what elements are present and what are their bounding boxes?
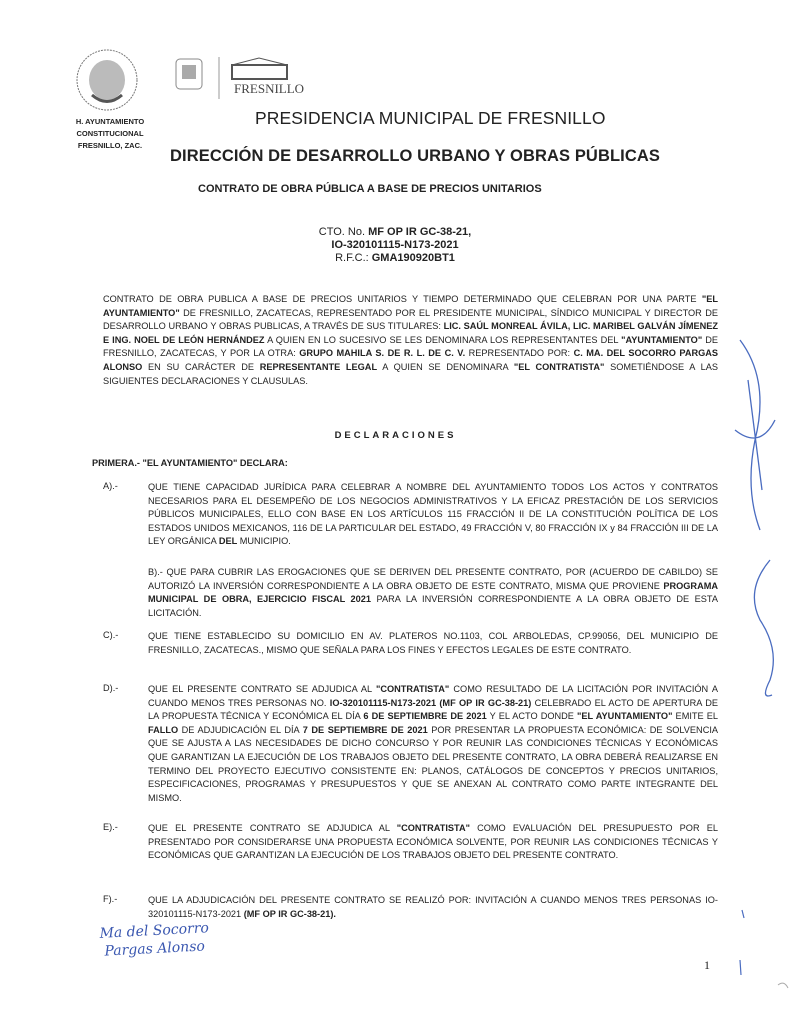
cto-number: MF OP IR GC-38-21, xyxy=(368,226,472,238)
page-number: 1 xyxy=(704,958,710,972)
text-segment: DE FRESNILLO, ZACATECAS, Y POR LA OTRA: xyxy=(103,334,718,359)
primera-heading: PRIMERA.- "EL AYUNTAMIENTO" DECLARA: xyxy=(92,458,288,468)
text-segment: EN SU CARÁCTER DE xyxy=(142,361,260,372)
text-segment: A QUIEN SE DENOMINARA xyxy=(377,361,514,372)
clause-e xyxy=(148,822,718,863)
clause-label-e: E).- xyxy=(103,822,118,832)
clause-a xyxy=(148,481,718,549)
rfc-value: GMA190920BT1 xyxy=(371,252,455,264)
document-subtitle: CONTRATO DE OBRA PÚBLICA A BASE DE PRECIOS UNITARIOS xyxy=(198,183,542,195)
bold-text-segment: PROGRAMA MUNICIPAL DE OBRA, EJERCICIO FISCAL 2021 xyxy=(148,580,718,605)
bold-text-segment: GRUPO MAHILA S. DE R. L. DE C. V. xyxy=(299,348,466,359)
text-segment: EMITE EL xyxy=(672,711,718,722)
bold-text-segment: FALLO xyxy=(148,724,179,735)
clause-label-c: C).- xyxy=(103,630,119,640)
bold-text-segment: "EL CONTRATISTA" xyxy=(513,361,605,372)
signature-line: Pargas Alonso xyxy=(104,938,206,960)
contract-ids xyxy=(300,226,490,265)
handwritten-signature-name xyxy=(99,919,210,961)
text-segment: DE FRESNILLO, ZACATECAS, REPRESENTADO POR EL PRESIDENTE MUNICIPAL, SÍNDICO MUNICIPAL Y DIRECTOR DE DESARROLLO URBANO Y OBRAS PUBLICAS, A TRAVÉS DE SUS TITULARES: xyxy=(103,307,718,332)
clause-label-f: F).- xyxy=(103,894,118,904)
clause-d xyxy=(148,683,718,805)
caption-line: CONSTITUCIONAL xyxy=(76,129,144,138)
clause-f xyxy=(148,894,718,921)
clause-label-a: A).- xyxy=(103,481,118,491)
bold-text-segment: LIC. SAÚL MONREAL ÁVILA, LIC. MARIBEL GALVÁN JÍMENEZ E ING. NOEL DE LEÓN HERNÁNDEZ xyxy=(103,321,718,345)
text-segment: COMO EVALUACIÓN DEL PRESUPUESTO POR EL PRESENTADO POR CONSIDERARSE UNA PROPUESTA ECONÓMICA SOLVENTE, POR REUNIR LAS CONDICIONES TÉCNICAS Y ECONÓMICAS QUE GARANTIZAN LA EJECUCIÓN DE LOS TRABAJOS OBJETO DEL PRESENTE CONTRATO. xyxy=(148,823,718,861)
logo-text: FRESNILLO xyxy=(234,81,305,96)
text-segment: QUE EL PRESENTE CONTRATO SE ADJUDICA AL xyxy=(148,823,397,833)
bold-text-segment: "CONTRATISTA" xyxy=(376,684,450,694)
text-segment: MUNICIPIO. xyxy=(237,536,291,547)
national-seal xyxy=(62,40,152,120)
text-segment: SOMETIÉNDOSE A LAS SIGUIENTES DECLARACIONES Y CLAUSULAS. xyxy=(103,361,719,386)
declarations-heading: DECLARACIONES xyxy=(334,430,457,441)
text-segment: QUE EL PRESENTE CONTRATO SE ADJUDICA AL xyxy=(148,684,377,694)
text-segment: COMO RESULTADO DE LA LICITACIÓN POR INVITACIÓN A CUANDO MENOS TRES PERSONAS NO. xyxy=(148,684,719,708)
bold-text-segment: IO-320101115-N173-2021 (MF OP IR GC-38-21) xyxy=(329,697,532,708)
fresnillo-logo xyxy=(172,55,312,100)
seal-caption xyxy=(55,116,165,152)
clause-label-d: D).- xyxy=(103,683,119,693)
bold-text-segment: DEL xyxy=(218,536,238,547)
text-segment: QUE LA ADJUDICACIÓN DEL PRESENTE CONTRATO SE REALIZÓ POR: INVITACIÓN A CUANDO MENOS TRES PERSONAS IO-320101115-N173-2021 xyxy=(148,895,718,919)
clause-b xyxy=(148,566,718,620)
bold-text-segment: "EL AYUNTAMIENTO" xyxy=(103,294,718,318)
text-segment: REPRESENTADO POR: xyxy=(465,348,574,359)
bold-text-segment: REPRESENTANTE LEGAL xyxy=(259,361,378,372)
bold-text-segment: 6 DE SEPTIEMBRE DE 2021 xyxy=(363,711,487,722)
bold-text-segment: (MF OP IR GC-38-21). xyxy=(243,908,336,919)
clause-c xyxy=(148,630,718,657)
text-segment: PARA LA INVERSIÓN CORRESPONDIENTE A LA OBRA OBJETO DE ESTA LICITACIÓN. xyxy=(148,594,718,618)
text-segment: CONTRATO DE OBRA PUBLICA A BASE DE PRECIOS UNITARIOS Y TIEMPO DETERMINADO QUE CELEBRAN POR UNA PARTE xyxy=(103,294,702,304)
caption-line: FRESNILLO, ZAC. xyxy=(77,141,143,150)
bold-text-segment: "AYUNTAMIENTO" xyxy=(621,334,703,345)
bold-text-segment: "CONTRATISTA" xyxy=(396,823,470,833)
io-number: IO-320101115-N173-2021 xyxy=(331,239,459,251)
caption-line: H. AYUNTAMIENTO xyxy=(75,117,145,126)
bold-text-segment: 7 DE SEPTIEMBRE DE 2021 xyxy=(302,724,428,735)
text-segment: DE ADJUDICACIÓN EL DÍA xyxy=(178,724,303,735)
signature-line: Ma del Socorro xyxy=(99,920,210,942)
bold-text-segment: C. MA. DEL SOCORRO PARGAS ALONSO xyxy=(103,348,718,372)
text-segment: B).- QUE PARA CUBRIR LAS EROGACIONES QUE SE DERIVEN DEL PRESENTE CONTRATO, POR (ACUERDO DE CABILDO) SE AUTORIZÓ LA INVERSIÓN CORRESPONDIENTE A LA OBRA OBJETO DE ESTE CONTRATO, MISMA QUE PROVIENE xyxy=(148,567,718,591)
intro-paragraph xyxy=(103,293,718,388)
text-segment: A QUIEN EN LO SUCESIVO SE LES DENOMINARA LOS REPRESENTANTES DEL xyxy=(264,334,622,345)
text-segment: QUE TIENE CAPACIDAD JURÍDICA PARA CELEBRAR A NOMBRE DEL AYUNTAMIENTO TODOS LOS ACTOS Y CONTRATOS NECESARIOS PARA EL DESEMPEÑO DE LOS NEGOCIOS ADMINISTRATIVOS Y LA EFICAZ PRESTACIÓN DE LOS SERVICIOS PÚBLICOS MUNICIPALES, ELLO CON BASE EN LOS ARTÍCULOS 115 FRACCIÓN II DE LA CONSTITUCIÓN POLÍTICA DE LOS ESTADOS UNIDOS MEXICANOS, 116 DE LA PARTICULAR DEL ESTADO, 49 FRACCIÓN V, 80 FRACCIÓN IX y 84 FRACCIÓN III DE LA LEY ORGÁNICA xyxy=(148,482,718,547)
margin-signature-marks xyxy=(700,320,791,1000)
bold-text-segment: "EL AYUNTAMIENTO" xyxy=(577,711,673,722)
text-segment: POR PRESENTAR LA PROPUESTA ECONÓMICA: DE SOLVENCIA QUE SE AJUSTA A LAS NECESIDADES DE DICHO CONCURSO Y POR REUNIR LAS CONDICIONES TÉCNICAS Y ECONÓMICAS QUE GARANTIZAN LA EJECUCIÓN DE LOS TRABAJOS OBJETO DEL PRESENTE CONTRATO, LA OBRA DEBERÁ REALIZARSE EN TERMINO DEL PROYECTO EJECUTIVO CONSISTENTE EN: PLANOS, CATÁLOGOS DE CONCEPTOS Y PRECIOS UNITARIOS, ESPECIFICACIONES, PROGRAMAS Y PRESUPUESTOS Y QUE SE ANEXAN AL CONTRATO COMO PARTE INTEGRANTE DEL MISMO. xyxy=(148,724,719,803)
rfc-label: R.F.C.: xyxy=(335,252,372,264)
text-segment: CELEBRADO EL ACTO DE APERTURA DE LA PROPUESTA TÉCNICA Y ECONÓMICA EL DÍA xyxy=(148,697,718,722)
department-title: DIRECCIÓN DE DESARROLLO URBANO Y OBRAS PÚBLICAS xyxy=(170,147,660,165)
page-title: PRESIDENCIA MUNICIPAL DE FRESNILLO xyxy=(255,108,606,128)
text-segment: Y EL ACTO DONDE xyxy=(486,711,578,722)
cto-label: CTO. No. xyxy=(318,226,369,238)
text-segment: QUE TIENE ESTABLECIDO SU DOMICILIO EN AV. PLATEROS NO.1103, COL ARBOLEDAS, CP.99056, DEL MUNICIPIO DE FRESNILLO, ZACATECAS., MISMO QUE SEÑALA PARA LOS FINES Y EFECTOS LEGALES DE ESTE CONTRATO. xyxy=(148,631,718,655)
